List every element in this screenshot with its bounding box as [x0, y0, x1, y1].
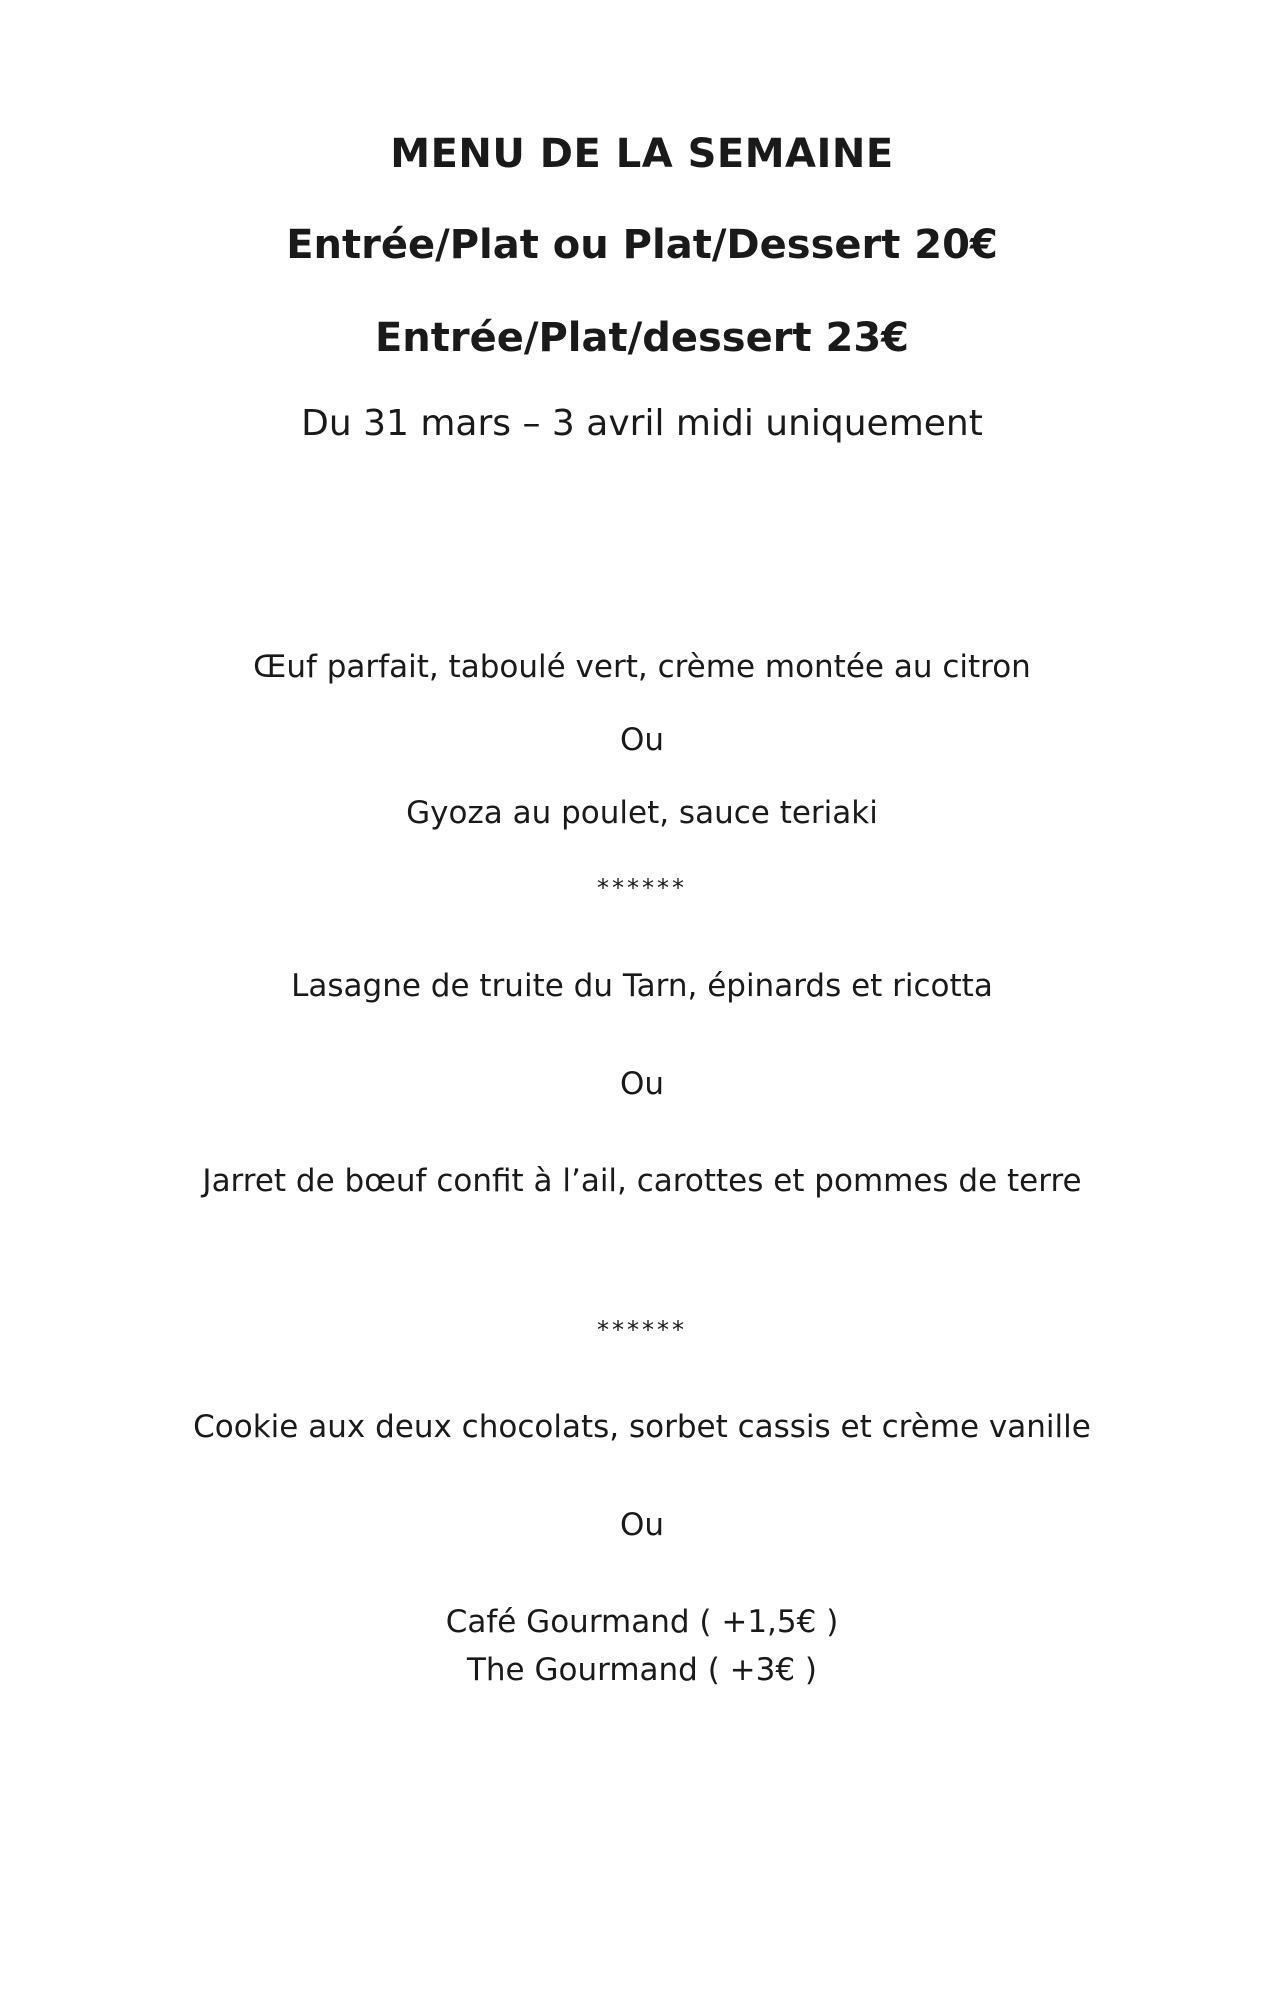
- dessert-option-3: The Gourmand ( +3€ ): [466, 1652, 818, 1688]
- page-title: MENU DE LA SEMAINE: [390, 131, 894, 177]
- course-separator-2: ******: [597, 1316, 687, 1344]
- dessert-option-2: Café Gourmand ( +1,5€ ): [445, 1604, 839, 1640]
- plat-or-label: Ou: [619, 1066, 665, 1102]
- entree-option-1: Œuf parfait, taboulé vert, crème montée au citron: [253, 649, 1031, 685]
- entree-or-label: Ou: [619, 722, 665, 758]
- plat-option-2: Jarret de bœuf confit à l’ail, carottes et pommes de terre: [202, 1163, 1082, 1199]
- course-separator-1: ******: [597, 874, 687, 902]
- dessert-or-label: Ou: [619, 1507, 665, 1543]
- entree-option-2: Gyoza au poulet, sauce teriaki: [406, 795, 878, 831]
- price-three-courses: Entrée/Plat/dessert 23€: [374, 315, 910, 361]
- plat-option-1: Lasagne de truite du Tarn, épinards et ricotta: [291, 968, 993, 1004]
- price-two-courses: Entrée/Plat ou Plat/Dessert 20€: [286, 222, 998, 268]
- dessert-option-1: Cookie aux deux chocolats, sorbet cassis et crème vanille: [193, 1409, 1091, 1445]
- menu-dates: Du 31 mars – 3 avril midi uniquement: [301, 403, 983, 444]
